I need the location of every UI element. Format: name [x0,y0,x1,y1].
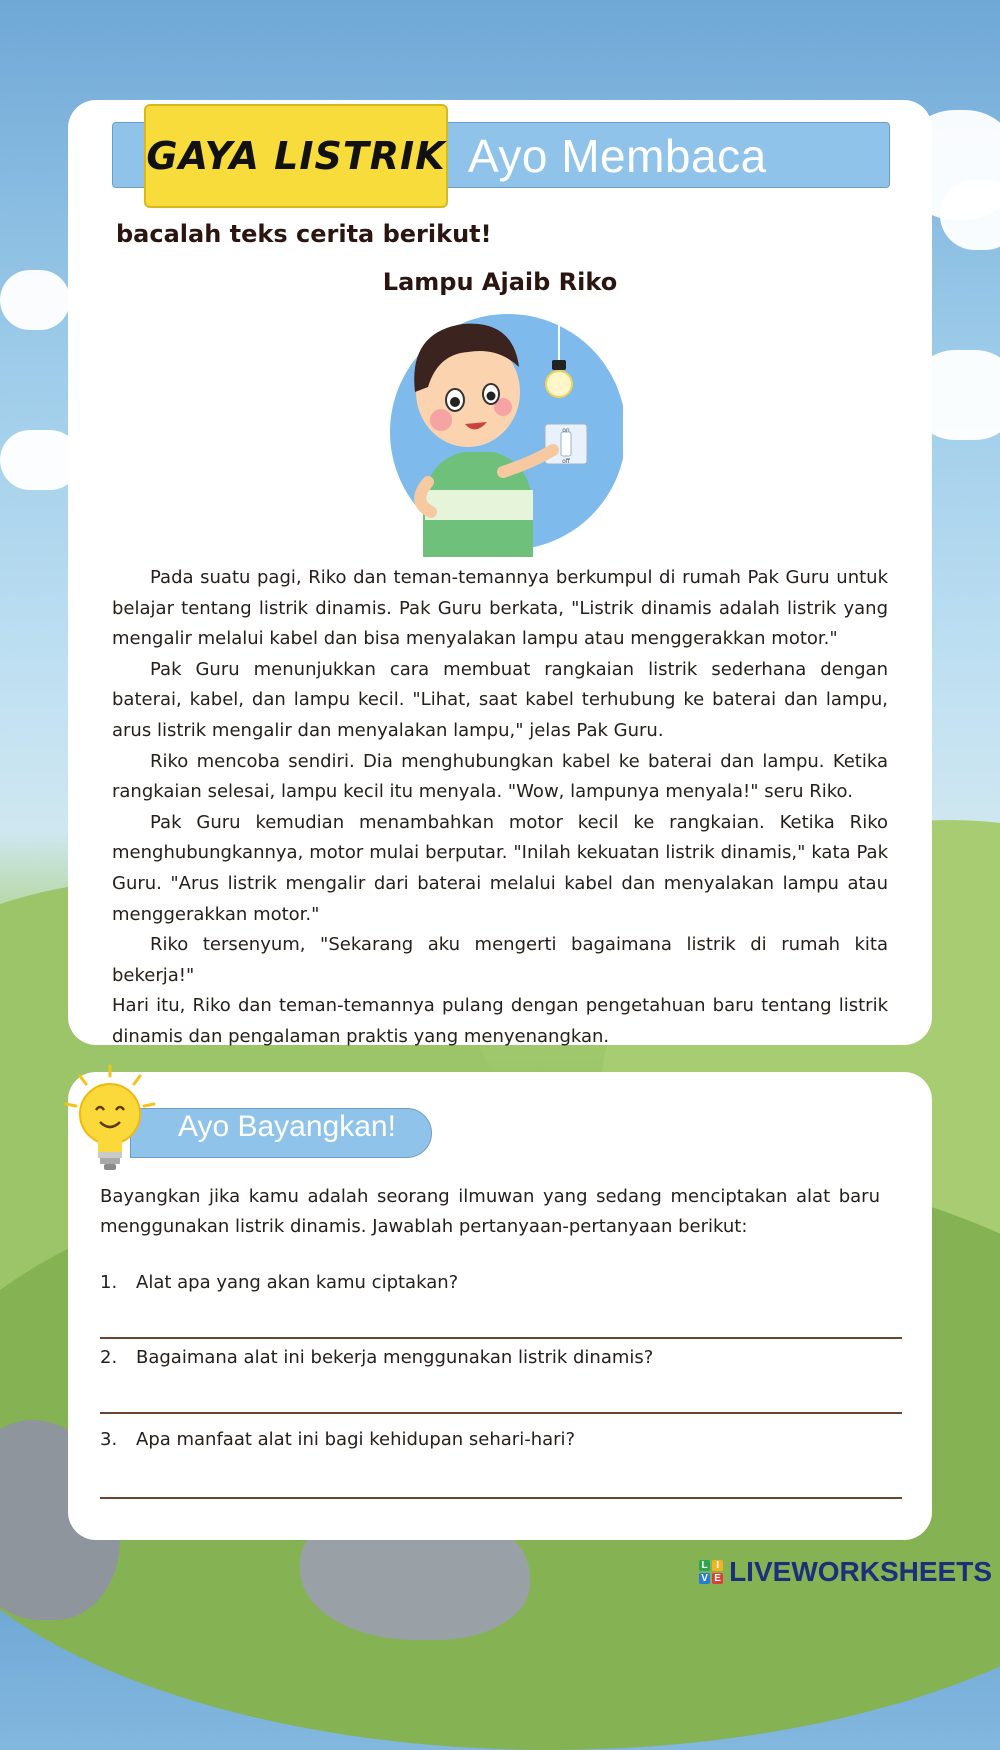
lamp-cap-icon [552,360,566,370]
story-paragraph: Hari itu, Riko dan teman-temannya pulang dengan pengetahuan baru tentang listrik dinamis dan pengalaman praktis yang menyenangkan. [112,995,888,1047]
liveworksheets-logo-icon: L I V E [699,1560,723,1584]
question-number: 3. [100,1429,118,1450]
lightbulb-icon [546,371,572,397]
topic-badge-label: GAYA LISTRIK [146,134,446,178]
cloud [0,270,70,330]
answer-line-3[interactable] [100,1497,902,1499]
instruction: bacalah teks cerita berikut! [116,220,492,248]
topic-badge [144,104,448,208]
imagine-intro: Bayangkan jika kamu adalah seorang ilmuwan yang sedang menciptakan alat baru menggunakan listrik dinamis. Jawablah pertanyaan-pertanyaan berikut: [100,1186,880,1237]
story-paragraph: Pak Guru menunjukkan cara membuat rangkaian listrik sederhana dengan baterai, kabel, dan lampu kecil. "Lihat, saat kabel terhubung ke baterai dan lampu, arus listrik mengalir dan menyalakan lampu," jelas Pak Guru. [112,658,888,741]
smiling-lightbulb-icon [60,1064,160,1184]
boy-switch-illustration [383,312,623,557]
switch-on-label: on [562,427,570,434]
question-number: 2. [100,1347,118,1368]
question-text: Alat apa yang akan kamu ciptakan? [136,1272,459,1293]
story-paragraph: Riko tersenyum, "Sekarang aku mengerti bagaimana listrik di rumah kita bekerja!" [112,934,888,986]
answer-line-1[interactable] [100,1337,902,1339]
imagine-title: Ayo Bayangkan! [178,1110,396,1143]
story-text [112,563,888,1053]
story-title: Lampu Ajaib Riko [382,268,618,296]
section-title: Ayo Membaca [468,130,767,182]
reading-card [68,100,932,1045]
cloud [940,180,1000,250]
question-2 [100,1347,653,1368]
question-number: 1. [100,1272,118,1293]
story-paragraph: Riko mencoba sendiri. Dia menghubungkan kabel ke baterai dan lampu. Ketika rangkaian selesai, lampu kecil itu menyala. "Wow, lampunya menyala!" seru Riko. [112,750,888,803]
story-paragraph: Pak Guru kemudian menambahkan motor kecil ke rangkaian. Ketika Riko menghubungkannya, motor mulai berputar. "Inilah kekuatan listrik dinamis," kata Pak Guru. "Arus listrik mengalir dari baterai melalui kabel dan menyalakan lampu atau menggerakkan motor." [112,811,888,925]
question-text: Apa manfaat alat ini bagi kehidupan sehari-hari? [136,1429,576,1450]
imagine-card [68,1072,932,1540]
question-3 [100,1429,575,1450]
switch-off-label: off [562,458,570,465]
watermark-text: LIVEWORKSHEETS [729,1556,992,1587]
answer-line-2[interactable] [100,1412,902,1414]
story-paragraph: Pada suatu pagi, Riko dan teman-temannya berkumpul di rumah Pak Guru untuk belajar tentang listrik dinamis. Pak Guru berkata, "Listrik dinamis adalah listrik yang mengalir melalui kabel dan bisa menyalakan lampu atau menggerakkan motor." [112,567,888,650]
liveworksheets-watermark[interactable] [699,1556,992,1588]
question-1 [100,1272,458,1293]
question-text: Bagaimana alat ini bekerja menggunakan listrik dinamis? [136,1347,654,1368]
